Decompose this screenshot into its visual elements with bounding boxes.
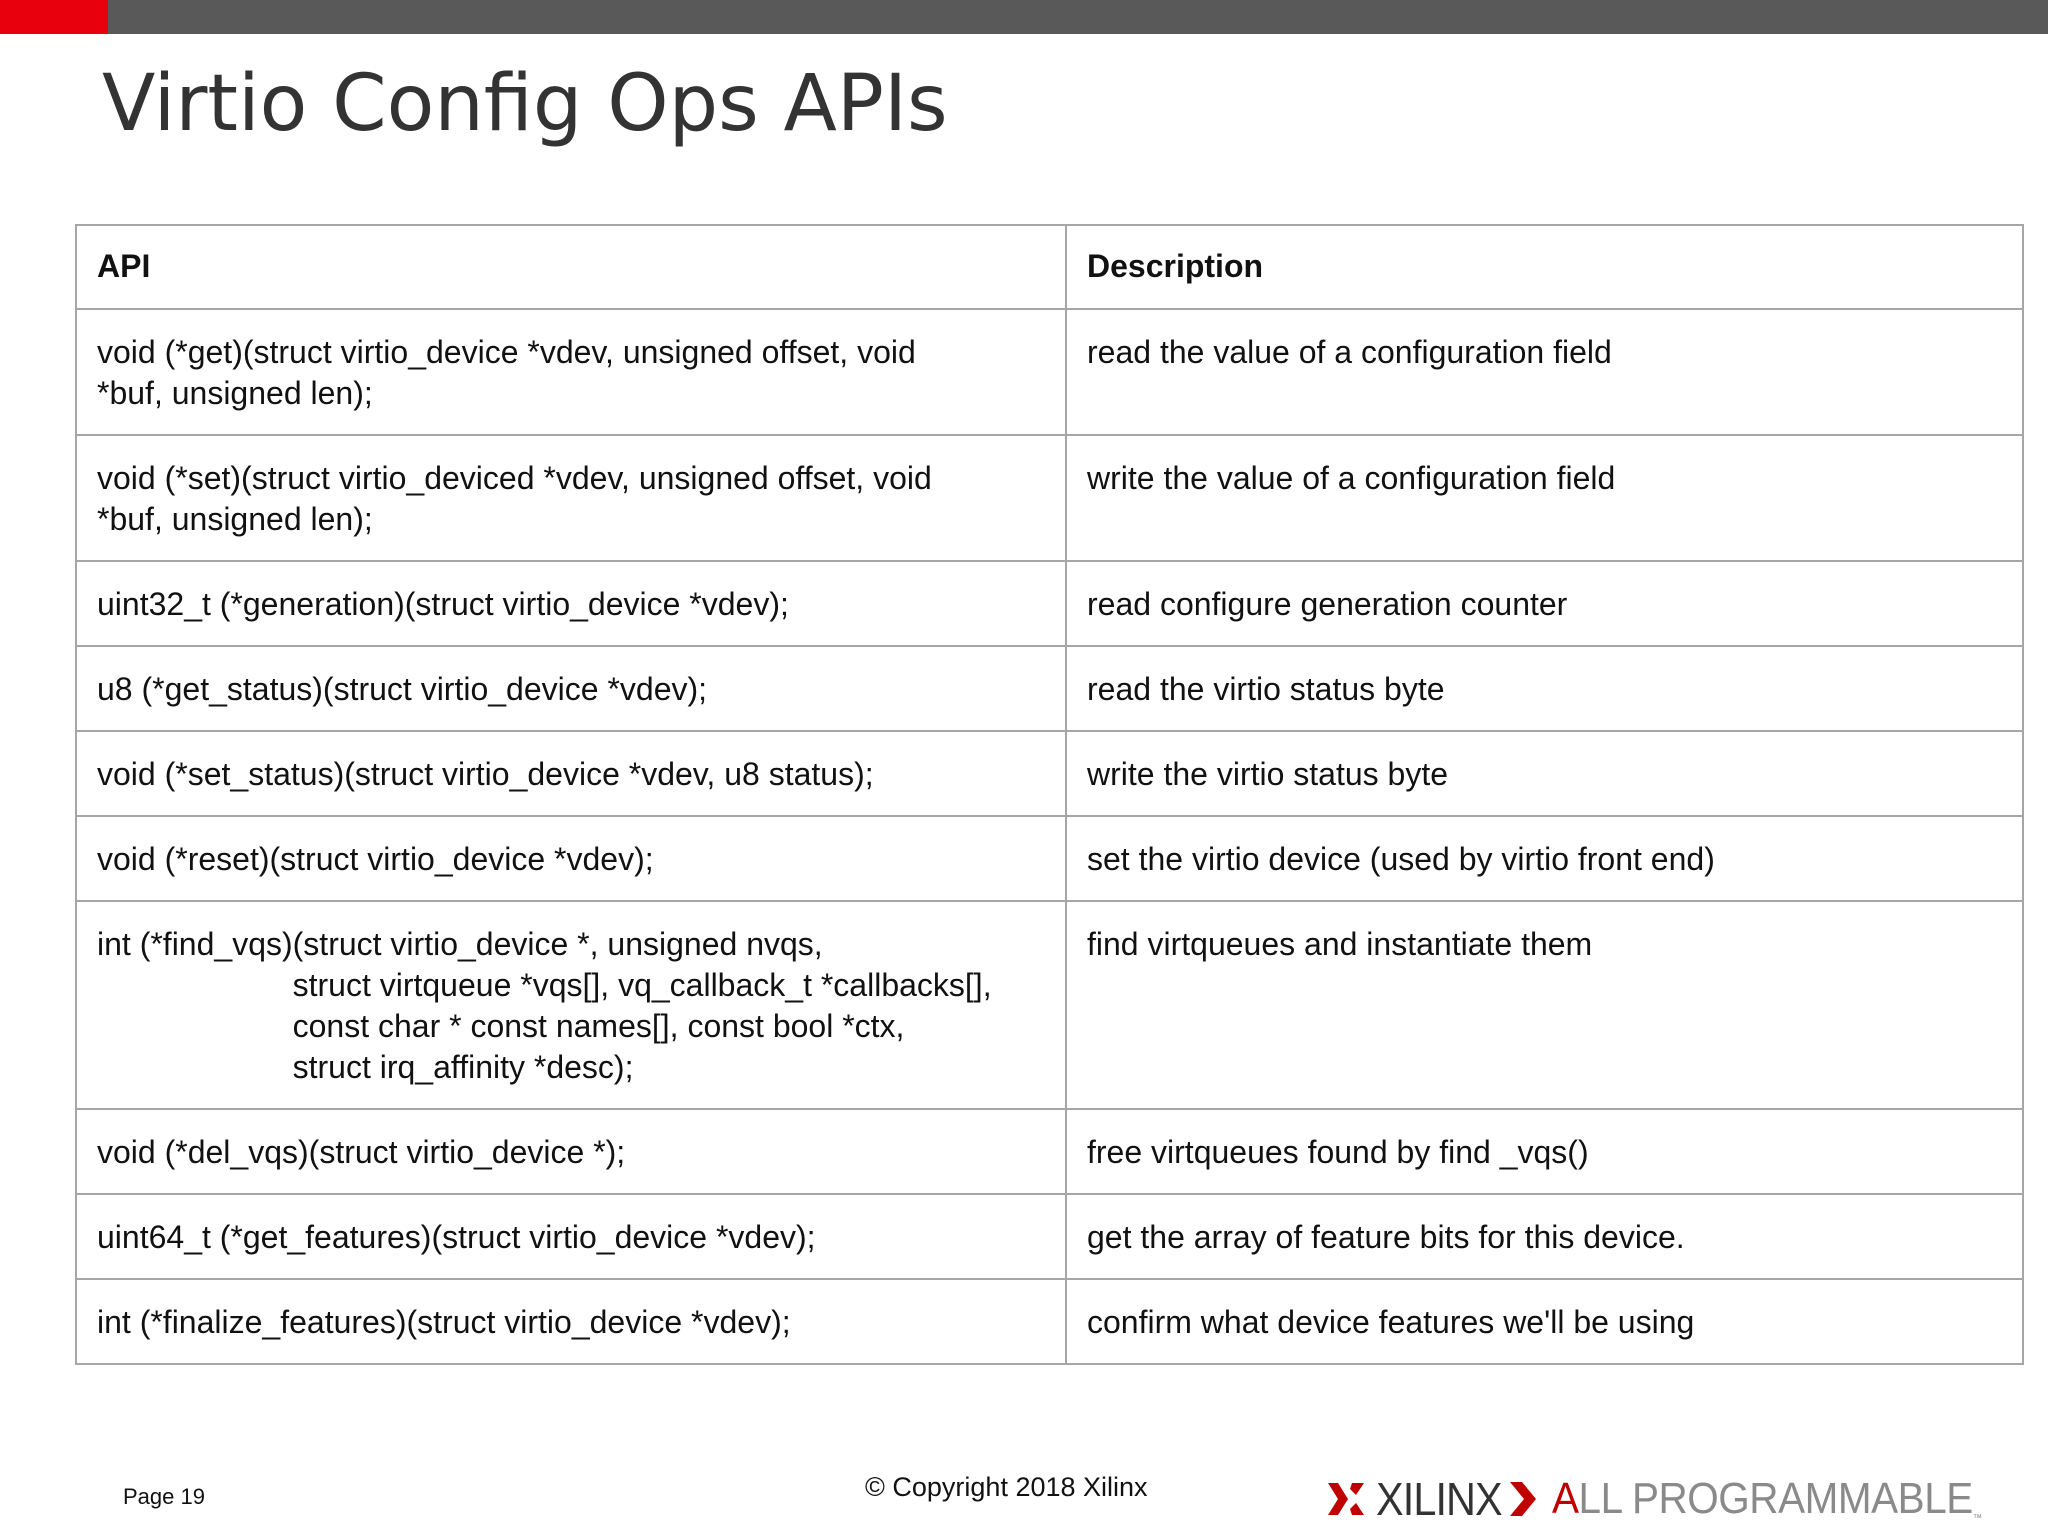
table-row — [76, 435, 2023, 561]
page-number: Page 19 — [123, 1484, 205, 1509]
slide-title: Virtio Config Ops APIs — [102, 59, 948, 149]
trademark-mark: ™ — [1972, 1513, 1982, 1524]
header-api: API — [76, 225, 1066, 309]
table-row — [76, 561, 2023, 646]
copyright-notice: © Copyright 2018 Xilinx — [865, 1472, 1148, 1502]
description-cell: get the array of feature bits for this device. — [1066, 1194, 2023, 1279]
api-cell: uint64_t (*get_features)(struct virtio_device *vdev); — [76, 1194, 1066, 1279]
api-cell: u8 (*get_status)(struct virtio_device *vdev); — [76, 646, 1066, 731]
top-bar-accent — [0, 0, 108, 34]
brand-name: XILINX — [1376, 1473, 1502, 1525]
table-header-row — [76, 225, 2023, 309]
table-row — [76, 1279, 2023, 1364]
api-cell: int (*find_vqs)(struct virtio_device *, unsigned nvqs, struct virtqueue *vqs[], vq_callback_t *callbacks[], const char * const names[], const bool *ctx, struct irq_affinity *desc); — [76, 901, 1066, 1109]
brand-logo — [1326, 1474, 2019, 1524]
description-cell: find virtqueues and instantiate them — [1066, 901, 2023, 1109]
table-row — [76, 731, 2023, 816]
api-cell: void (*reset)(struct virtio_device *vdev); — [76, 816, 1066, 901]
api-cell: int (*finalize_features)(struct virtio_device *vdev); — [76, 1279, 1066, 1364]
api-cell: uint32_t (*generation)(struct virtio_device *vdev); — [76, 561, 1066, 646]
table-row — [76, 309, 2023, 435]
description-cell: free virtqueues found by find _vqs() — [1066, 1109, 2023, 1194]
table-row — [76, 1194, 2023, 1279]
description-cell: confirm what device features we'll be using — [1066, 1279, 2023, 1364]
header-description: Description — [1066, 225, 2023, 309]
brand-tagline-first: A — [1552, 1474, 1579, 1523]
brand-tagline-rest: LL PROGRAMMABLE — [1578, 1474, 1973, 1523]
description-cell: read the value of a configuration field — [1066, 309, 2023, 435]
table-row — [76, 901, 2023, 1109]
chevron-right-icon — [1508, 1480, 1538, 1518]
table-row — [76, 646, 2023, 731]
description-cell: write the value of a configuration field — [1066, 435, 2023, 561]
description-cell: read configure generation counter — [1066, 561, 2023, 646]
table-row — [76, 1109, 2023, 1194]
api-cell: void (*set)(struct virtio_deviced *vdev, unsigned offset, void *buf, unsigned len); — [76, 435, 1066, 561]
description-cell: read the virtio status byte — [1066, 646, 2023, 731]
api-cell: void (*get)(struct virtio_device *vdev, unsigned offset, void *buf, unsigned len); — [76, 309, 1066, 435]
api-cell: void (*del_vqs)(struct virtio_device *); — [76, 1109, 1066, 1194]
top-bar — [0, 0, 2048, 34]
api-table — [75, 224, 2024, 1365]
table-row — [76, 816, 2023, 901]
xilinx-x-logo-icon — [1326, 1479, 1366, 1519]
brand-tagline — [1552, 1474, 1982, 1524]
api-cell: void (*set_status)(struct virtio_device *vdev, u8 status); — [76, 731, 1066, 816]
description-cell: set the virtio device (used by virtio front end) — [1066, 816, 2023, 901]
description-cell: write the virtio status byte — [1066, 731, 2023, 816]
